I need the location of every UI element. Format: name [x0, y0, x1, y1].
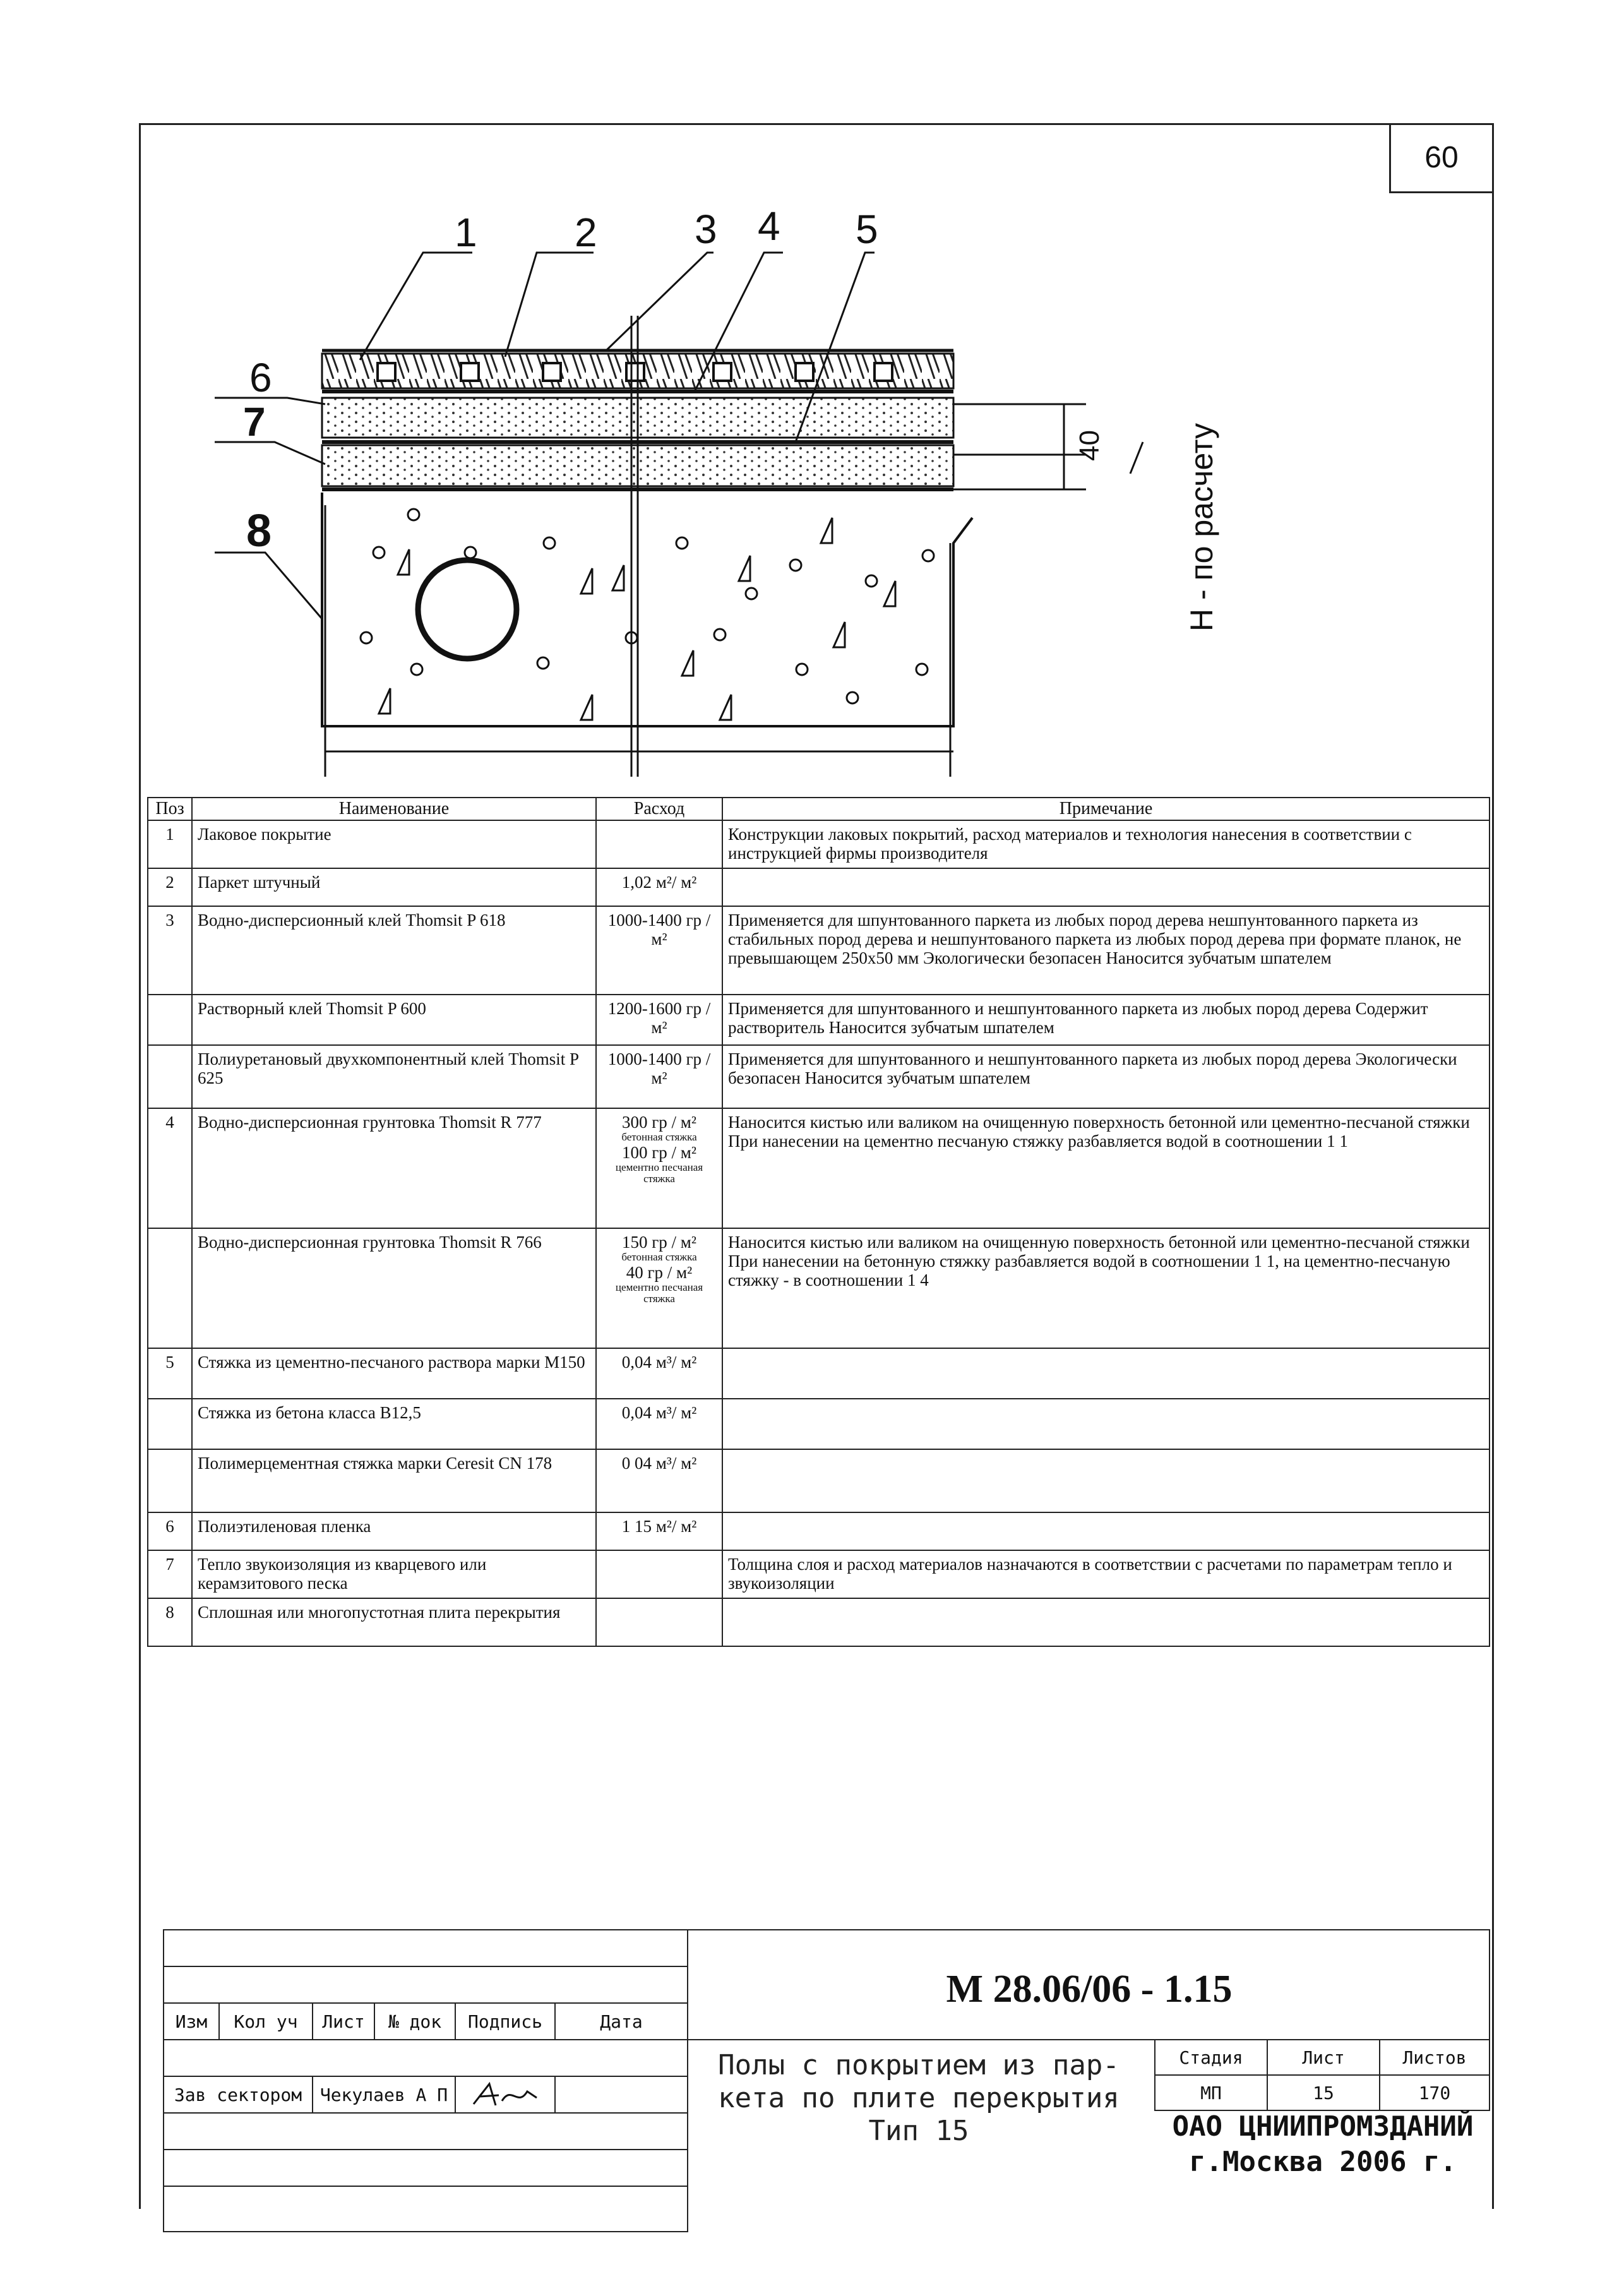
header-name: Наименование: [192, 798, 596, 820]
row-rate: 1000-1400 гр / м²: [596, 906, 722, 995]
tb-col-izm: Изм: [163, 2002, 220, 2040]
row-note: Наносится кистью или валиком на очищенную поверхность бетонной или цементно-песчаной стяжки При нанесении на бетонную стяжку разбавляется водой в соотношении 1 1, на цементно-песчаную стяжку - в соотношении 1 4: [722, 1228, 1490, 1348]
row-note: [722, 1598, 1490, 1646]
row-name: Водно-дисперсионная грунтовка Thomsit R 777: [192, 1108, 596, 1228]
document-code: М 28.06/06 - 1.15: [946, 1967, 1233, 2011]
tb-sheets: 170: [1379, 2074, 1490, 2111]
table-row: [148, 995, 1490, 1045]
row-rate: [596, 1228, 722, 1348]
table-row: [148, 906, 1490, 995]
row-note: Применяется для шпунтованного паркета из любых пород дерева нешпунтованного паркета из стабильных пород дерева и нешпунтованого паркета из любых пород дерева при формате планок, не превышающем 250х50 мм Экологически безопасен Наносится зубчатым шпателем: [722, 906, 1490, 995]
callout-3: 3: [695, 206, 717, 252]
table-row: [148, 1108, 1490, 1228]
row-name: Полимерцементная стяжка марки Ceresit CN 178: [192, 1449, 596, 1512]
callout-6: 6: [249, 355, 272, 400]
tb-blank-row: [163, 2186, 688, 2232]
table-row: [148, 1348, 1490, 1399]
header-pos: Поз: [148, 798, 192, 820]
table-row: [148, 1399, 1490, 1449]
row-pos: 8: [148, 1598, 192, 1646]
row-name: Лаковое покрытие: [192, 820, 596, 868]
tb-person: Чекулаев А П: [312, 2076, 456, 2114]
tb-sheets-label: Листов: [1379, 2039, 1490, 2076]
row-name: Растворный клей Thomsit P 600: [192, 995, 596, 1045]
callout-8: 8: [246, 506, 272, 556]
table-row: [148, 1045, 1490, 1108]
tb-sheet-label: Лист: [1267, 2039, 1380, 2076]
row-note: [722, 1449, 1490, 1512]
row-rate: [596, 1108, 722, 1228]
signature-icon: [467, 2079, 543, 2110]
row-rate: 0,04 м³/ м²: [596, 1348, 722, 1399]
rate-value: 40 гр / м²: [626, 1263, 693, 1282]
row-rate: [596, 820, 722, 868]
row-pos: [148, 1228, 192, 1348]
row-name: Стяжка из цементно-песчаного раствора марки М150: [192, 1348, 596, 1399]
tb-col-date: Дата: [554, 2002, 688, 2040]
row-note: Конструкции лаковых покрытий, расход материалов и технология нанесения в соответствии с инструкцией фирмы производителя: [722, 820, 1490, 868]
org-name: ОАО ЦНИИПРОМЗДАНИЙ: [1172, 2110, 1474, 2143]
tb-col-doc: № док: [374, 2002, 456, 2040]
tb-col-kol: Кол уч: [218, 2002, 313, 2040]
tb-blank-row: [163, 2149, 688, 2187]
callout-1: 1: [455, 210, 477, 255]
tb-blank-row: [163, 1929, 688, 1967]
row-pos: 5: [148, 1348, 192, 1399]
table-row: [148, 868, 1490, 906]
title-line: Полы с покрытием из пар-: [718, 2049, 1119, 2081]
row-note: Наносится кистью или валиком на очищенную поверхность бетонной или цементно-песчаной стяжки При нанесении на цементно песчаную стяжку разбавляется водой в соотношении 1 1: [722, 1108, 1490, 1228]
table-row: [148, 1512, 1490, 1550]
row-note: [722, 1512, 1490, 1550]
specification-table: [147, 797, 1490, 1647]
table-row: [148, 1449, 1490, 1512]
row-rate: 1000-1400 гр / м²: [596, 1045, 722, 1108]
row-name: Тепло звукоизоляция из кварцевого или керамзитового песка: [192, 1550, 596, 1598]
tb-role: Зав сектором: [163, 2076, 313, 2114]
floor-section-drawing: [215, 189, 1288, 777]
row-pos: 4: [148, 1108, 192, 1228]
table-row: [148, 1228, 1490, 1348]
title-line: кета по плите перекрытия: [718, 2082, 1119, 2114]
row-note: [722, 1348, 1490, 1399]
rate-value: 150 гр / м²: [621, 1233, 696, 1252]
dimension-40: 40: [1074, 430, 1105, 461]
row-rate: 0,04 м³/ м²: [596, 1399, 722, 1449]
row-rate: 1 15 м²/ м²: [596, 1512, 722, 1550]
row-pos: 3: [148, 906, 192, 995]
document-title: [685, 2049, 1152, 2150]
row-pos: [148, 1045, 192, 1108]
callout-2: 2: [575, 210, 597, 255]
height-note: Н - по расчету: [1184, 422, 1219, 631]
rate-sub: бетонная стяжка: [621, 1251, 697, 1263]
row-rate: 1200-1600 гр / м²: [596, 995, 722, 1045]
row-rate: [596, 1550, 722, 1598]
row-rate: [596, 1598, 722, 1646]
row-rate: 1,02 м²/ м²: [596, 868, 722, 906]
row-note: Применяется для шпунтованного и нешпунтованного паркета из любых пород дерева Содержит растворитель Наносится зубчатым шпателем: [722, 995, 1490, 1045]
row-name: Стяжка из бетона класса В12,5: [192, 1399, 596, 1449]
rate-sub: цементно песчаная стяжка: [615, 1281, 703, 1305]
header-rate: Расход: [596, 798, 722, 820]
rate-value: 100 гр / м²: [621, 1143, 696, 1162]
tb-blank-row: [163, 1966, 688, 2004]
page-number: 60: [1389, 123, 1492, 193]
rate-sub: цементно песчаная стяжка: [615, 1161, 703, 1185]
table-header: [148, 798, 1490, 820]
row-name: Паркет штучный: [192, 868, 596, 906]
rate-value: 300 гр / м²: [621, 1113, 696, 1132]
row-note: [722, 868, 1490, 906]
row-pos: [148, 995, 192, 1045]
table-row: [148, 1598, 1490, 1646]
row-note: Применяется для шпунтованного и нешпунтованного паркета из любых пород дерева Экологически безопасен Наносится зубчатым шпателем: [722, 1045, 1490, 1108]
tb-stage: МП: [1154, 2074, 1268, 2111]
row-name: Полиуретановый двухкомпонентный клей Thomsit P 625: [192, 1045, 596, 1108]
tb-blank-row: [163, 2112, 688, 2150]
row-pos: [148, 1449, 192, 1512]
row-name: Сплошная или многопустотная плита перекрытия: [192, 1598, 596, 1646]
org-city-year: г.Москва 2006 г.: [1189, 2146, 1457, 2178]
row-pos: 7: [148, 1550, 192, 1598]
tb-sheet: 15: [1267, 2074, 1380, 2111]
row-pos: 1: [148, 820, 192, 868]
row-name: Водно-дисперсионная грунтовка Thomsit R 766: [192, 1228, 596, 1348]
tb-col-list: Лист: [312, 2002, 375, 2040]
callout-5: 5: [856, 206, 878, 252]
tb-blank-row: [163, 2039, 688, 2077]
title-line: Тип 15: [868, 2115, 969, 2147]
row-rate: 0 04 м³/ м²: [596, 1449, 722, 1512]
row-name: Полиэтиленовая пленка: [192, 1512, 596, 1550]
tb-blank: [554, 2076, 688, 2114]
row-pos: 2: [148, 868, 192, 906]
callout-4: 4: [758, 203, 780, 249]
organization: [1155, 2109, 1490, 2210]
table-row: [148, 820, 1490, 868]
tb-col-sign: Подпись: [455, 2002, 556, 2040]
row-pos: 6: [148, 1512, 192, 1550]
row-note: Толщина слоя и расход материалов назначаются в соответствии с расчетами по параметрам тепло и звукоизоляции: [722, 1550, 1490, 1598]
signature: [455, 2076, 556, 2114]
row-note: [722, 1399, 1490, 1449]
header-note: Примечание: [722, 798, 1490, 820]
row-pos: [148, 1399, 192, 1449]
callout-7: 7: [243, 399, 266, 445]
tb-stage-label: Стадия: [1154, 2039, 1268, 2076]
rate-sub: бетонная стяжка: [621, 1131, 697, 1143]
table-row: [148, 1550, 1490, 1598]
row-name: Водно-дисперсионный клей Thomsit P 618: [192, 906, 596, 995]
